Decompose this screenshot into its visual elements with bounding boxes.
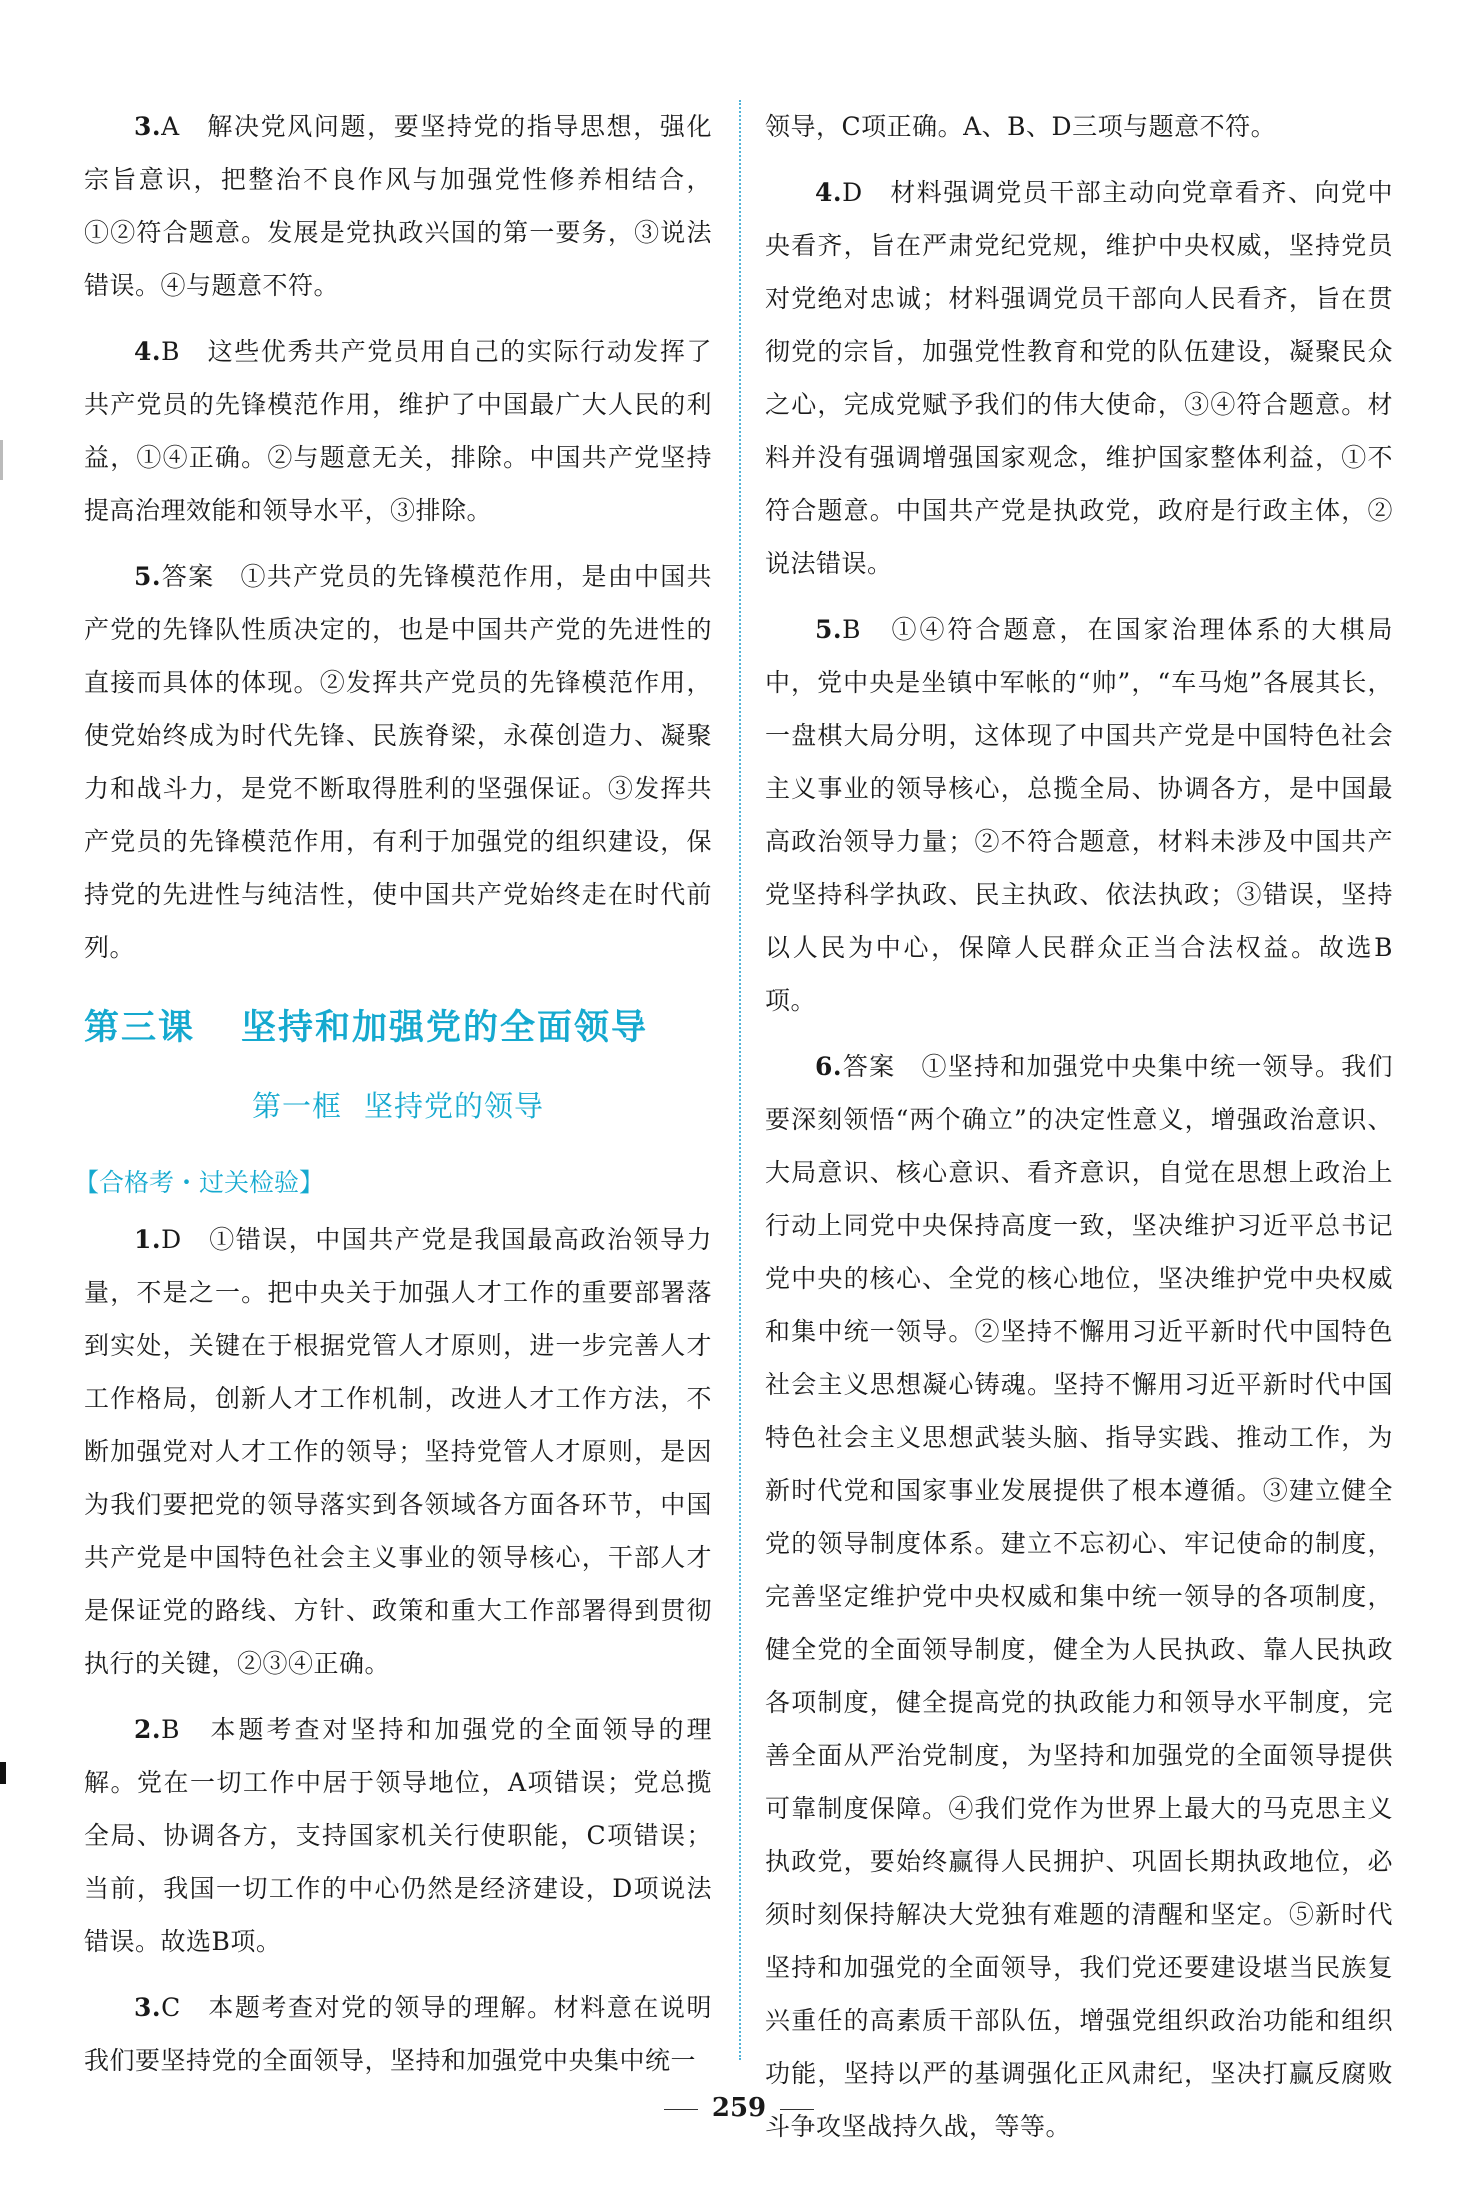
edge-mark — [0, 1762, 6, 1784]
answer-item: 6.答案 ①坚持和加强党中央集中统一领导。我们要深刻领悟“两个确立”的决定性意义，增强政治意识、大局意识、核心意识、看齐意识，自觉在思想上政治上行动上同党中央保持高度一致，坚决维护习近平总书记党中央的核心、全党的核心地位，坚决维护党中央权威和集中统一领导。②坚持不懈用习近平新时代中国特色社会主义思想凝心铸魂。坚持不懈用习近平新时代中国特色社会主义思想武装头脑、指导实践、推动工作，为新时代党和国家事业发展提供了根本遵循。③建立健全党的领导制度体系。建立不忘初心、牢记使命的制度，完善坚定维护党中央权威和集中统一领导的各项制度，健全党的全面领导制度，健全为人民执政、靠人民执政各项制度，健全提高党的执政能力和领导水平制度，完善全面从严治党制度，为坚持和加强党的全面领导提供可靠制度保障。④我们党作为世界上最大的马克思主义执政党，要始终赢得人民拥护、巩固长期执政地位，必须时刻保持解决大党独有难题的清醒和坚定。⑤新时代坚持和加强党的全面领导，我们党还要建设堪当民族复兴重任的高素质干部队伍，增强党组织政治功能和组织功能，坚持以严的基调强化正风肃纪，坚决打赢反腐败斗争攻坚战持久战，等等。 — [765, 1052, 1393, 2141]
answer-item: 2.B 本题考查对坚持和加强党的全面领导的理解。党在一切工作中居于领导地位，A项错误；党总揽全局、协调各方，支持国家机关行使职能，C项错误；当前，我国一切工作的中心仍然是经济建设，D项说法错误。故选B项。 — [84, 1715, 712, 1956]
answer-item: 5.B ①④符合题意，在国家治理体系的大棋局中，党中央是坐镇中军帐的“帅”，“车马炮”各展其长，一盘棋大局分明，这体现了中国共产党是中国特色社会主义事业的领导核心，总揽全局、协调各方，是中国最高政治领导力量；②不符合题意，材料未涉及中国共产党坚持科学执政、民主执政、依法执政；③错误，坚持以人民为中心，保障人民群众正当合法权益。故选B项。 — [765, 615, 1393, 1015]
edge-mark — [0, 440, 3, 480]
answer-item: 4.B 这些优秀共产党员用自己的实际行动发挥了共产党员的先锋模范作用，维护了中国最广大人民的利益，①④正确。②与题意无关，排除。中国共产党坚持提高治理效能和领导水平，③排除。 — [84, 337, 712, 525]
answer-item: 4.D 材料强调党员干部主动向党章看齐、向党中央看齐，旨在严肃党纪党规，维护中央权威，坚持党员对党绝对忠诚；材料强调党员干部向人民看齐，旨在贯彻党的宗旨，加强党性教育和党的队伍建设，凝聚民众之心，完成党赋予我们的伟大使命，③④符合题意。材料并没有强调增强国家观念，维护国家整体利益，①不符合题意。中国共产党是执政党，政府是行政主体，②说法错误。 — [765, 178, 1393, 578]
lesson-title: 第三课 坚持和加强党的全面领导 — [84, 1008, 649, 1048]
column-divider — [739, 100, 741, 2060]
right-column — [765, 100, 1393, 2166]
section-title: 第一框 坚持党的领导 — [251, 1089, 545, 1123]
answer-item: 3.C 本题考查对党的领导的理解。材料意在说明我们要坚持党的全面领导，坚持和加强党中央集中统一 — [84, 1993, 712, 2075]
left-column — [74, 100, 712, 2100]
answer-item: 5.答案 ①共产党员的先锋模范作用，是由中国共产党的先锋队性质决定的，也是中国共产党的先进性的直接而具体的体现。②发挥共产党员的先锋模范作用，使党始终成为时代先锋、民族脊梁，永葆创造力、凝聚力和战斗力，是党不断取得胜利的坚强保证。③发挥共产党员的先锋模范作用，有利于加强党的组织建设，保持党的先进性与纯洁性，使中国共产党始终走在时代前列。 — [84, 562, 712, 962]
answer-item: 3.A 解决党风问题，要坚持党的指导思想，强化宗旨意识，把整治不良作风与加强党性修养相结合，①②符合题意。发展是党执政兴国的第一要务，③说法错误。④与题意不符。 — [84, 112, 712, 300]
page-number: 259 — [0, 2093, 1478, 2123]
continuation-text: 领导，C项正确。A、B、D三项与题意不符。 — [765, 112, 1277, 141]
section-tag: 【合格考・过关检验】 — [74, 1168, 325, 1197]
answer-item: 1.D ①错误，中国共产党是我国最高政治领导力量，不是之一。把中央关于加强人才工作的重要部署落到实处，关键在于根据党管人才原则，进一步完善人才工作格局，创新人才工作机制，改进人才工作方法，不断加强党对人才工作的领导；坚持党管人才原则，是因为我们要把党的领导落实到各领域各方面各环节，中国共产党是中国特色社会主义事业的领导核心，干部人才是保证党的路线、方针、政策和重大工作部署得到贯彻执行的关键，②③④正确。 — [84, 1225, 712, 1678]
